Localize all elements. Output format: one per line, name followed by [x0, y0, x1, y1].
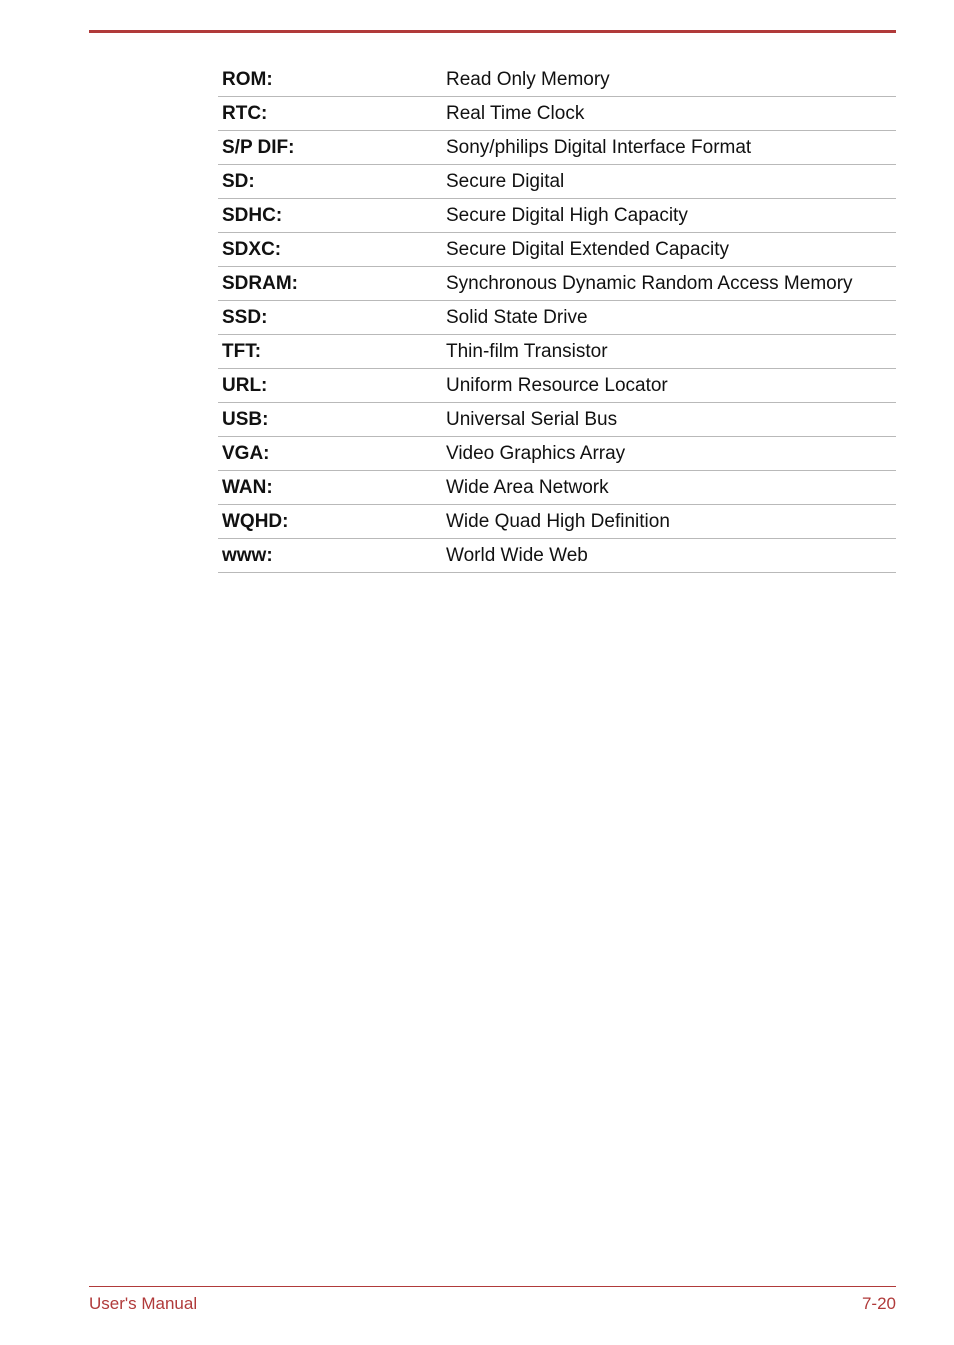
- glossary-term: SDXC:: [218, 233, 442, 267]
- table-row: [218, 97, 896, 131]
- table-row: [218, 369, 896, 403]
- glossary-term: RTC:: [218, 97, 442, 131]
- glossary-term: WAN:: [218, 471, 442, 505]
- table-row: [218, 437, 896, 471]
- glossary-definition: Synchronous Dynamic Random Access Memory: [442, 267, 896, 301]
- glossary-term: URL:: [218, 369, 442, 403]
- glossary-definition: Universal Serial Bus: [442, 403, 896, 437]
- table-row: [218, 539, 896, 573]
- table-row: [218, 165, 896, 199]
- table-row: [218, 403, 896, 437]
- table-row: [218, 63, 896, 97]
- table-row: [218, 505, 896, 539]
- header-rule: [89, 30, 896, 33]
- table-row: [218, 267, 896, 301]
- glossary-term: SSD:: [218, 301, 442, 335]
- glossary-term: www:: [218, 539, 442, 573]
- glossary-definition: Wide Quad High Definition: [442, 505, 896, 539]
- glossary-definition: Real Time Clock: [442, 97, 896, 131]
- glossary-definition: World Wide Web: [442, 539, 896, 573]
- glossary-definition: Secure Digital High Capacity: [442, 199, 896, 233]
- page-number: 7-20: [861, 1294, 896, 1313]
- table-row: [218, 233, 896, 267]
- footer-title: User's Manual: [89, 1294, 198, 1313]
- glossary-table: [218, 63, 896, 573]
- glossary-term: ROM:: [218, 63, 442, 97]
- glossary-definition: Uniform Resource Locator: [442, 369, 896, 403]
- table-row: [218, 301, 896, 335]
- glossary-definition: Thin-film Transistor: [442, 335, 896, 369]
- glossary-definition: Wide Area Network: [442, 471, 896, 505]
- glossary-term: SDHC:: [218, 199, 442, 233]
- glossary-term: WQHD:: [218, 505, 442, 539]
- glossary-definition: Sony/philips Digital Interface Format: [442, 131, 896, 165]
- table-row: [218, 131, 896, 165]
- glossary-definition: Read Only Memory: [442, 63, 896, 97]
- table-row: [218, 335, 896, 369]
- glossary-term: TFT:: [218, 335, 442, 369]
- glossary-term: S/P DIF:: [218, 131, 442, 165]
- glossary-definition: Solid State Drive: [442, 301, 896, 335]
- glossary-definition: Secure Digital: [442, 165, 896, 199]
- glossary-definition: Secure Digital Extended Capacity: [442, 233, 896, 267]
- table-row: [218, 199, 896, 233]
- glossary-term: USB:: [218, 403, 442, 437]
- footer-rule: [89, 1286, 896, 1287]
- glossary-term: VGA:: [218, 437, 442, 471]
- glossary-term: SDRAM:: [218, 267, 442, 301]
- glossary-definition: Video Graphics Array: [442, 437, 896, 471]
- glossary-term: SD:: [218, 165, 442, 199]
- table-row: [218, 471, 896, 505]
